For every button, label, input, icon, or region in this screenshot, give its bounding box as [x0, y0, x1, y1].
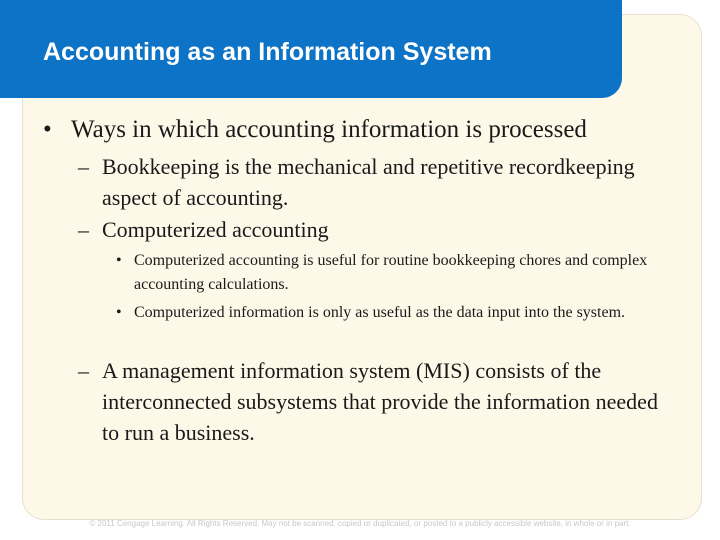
dash-icon: –	[78, 217, 89, 242]
title-bar	[0, 0, 622, 98]
sub-sub-item-routine	[116, 249, 686, 297]
dash-icon: –	[78, 358, 89, 383]
main-bullet-text: Ways in which accounting information is processed	[71, 116, 587, 143]
sub-item-computerized	[78, 214, 688, 245]
sub-sub-item-text: Computerized information is only as useful as the data input into the system.	[134, 304, 626, 321]
sub-sub-item-text: Computerized accounting is useful for routine bookkeeping chores and complex accounting calculations.	[134, 252, 648, 293]
bullet-icon: •	[116, 252, 122, 269]
sub-item-bookkeeping	[78, 151, 688, 213]
copyright-footer: © 2011 Cengage Learning. All Rights Reserved. May not be scanned, copied or duplicated, or posted to a publicly accessible website, in whole or in part.	[89, 519, 631, 528]
bullet-icon: •	[43, 116, 52, 143]
dash-icon: –	[78, 154, 89, 179]
sub-sub-item-data-input	[116, 301, 686, 325]
sub-item-text: Bookkeeping is the mechanical and repetitive recordkeeping aspect of accounting.	[102, 154, 635, 210]
bullet-icon: •	[116, 304, 122, 321]
main-bullet	[43, 114, 587, 146]
sub-item-text: A management information system (MIS) consists of the interconnected subsystems that provide the information needed to run a business.	[102, 358, 658, 445]
sub-item-text: Computerized accounting	[102, 217, 329, 242]
sub-item-mis	[78, 355, 668, 448]
slide-title: Accounting as an Information System	[43, 38, 492, 66]
